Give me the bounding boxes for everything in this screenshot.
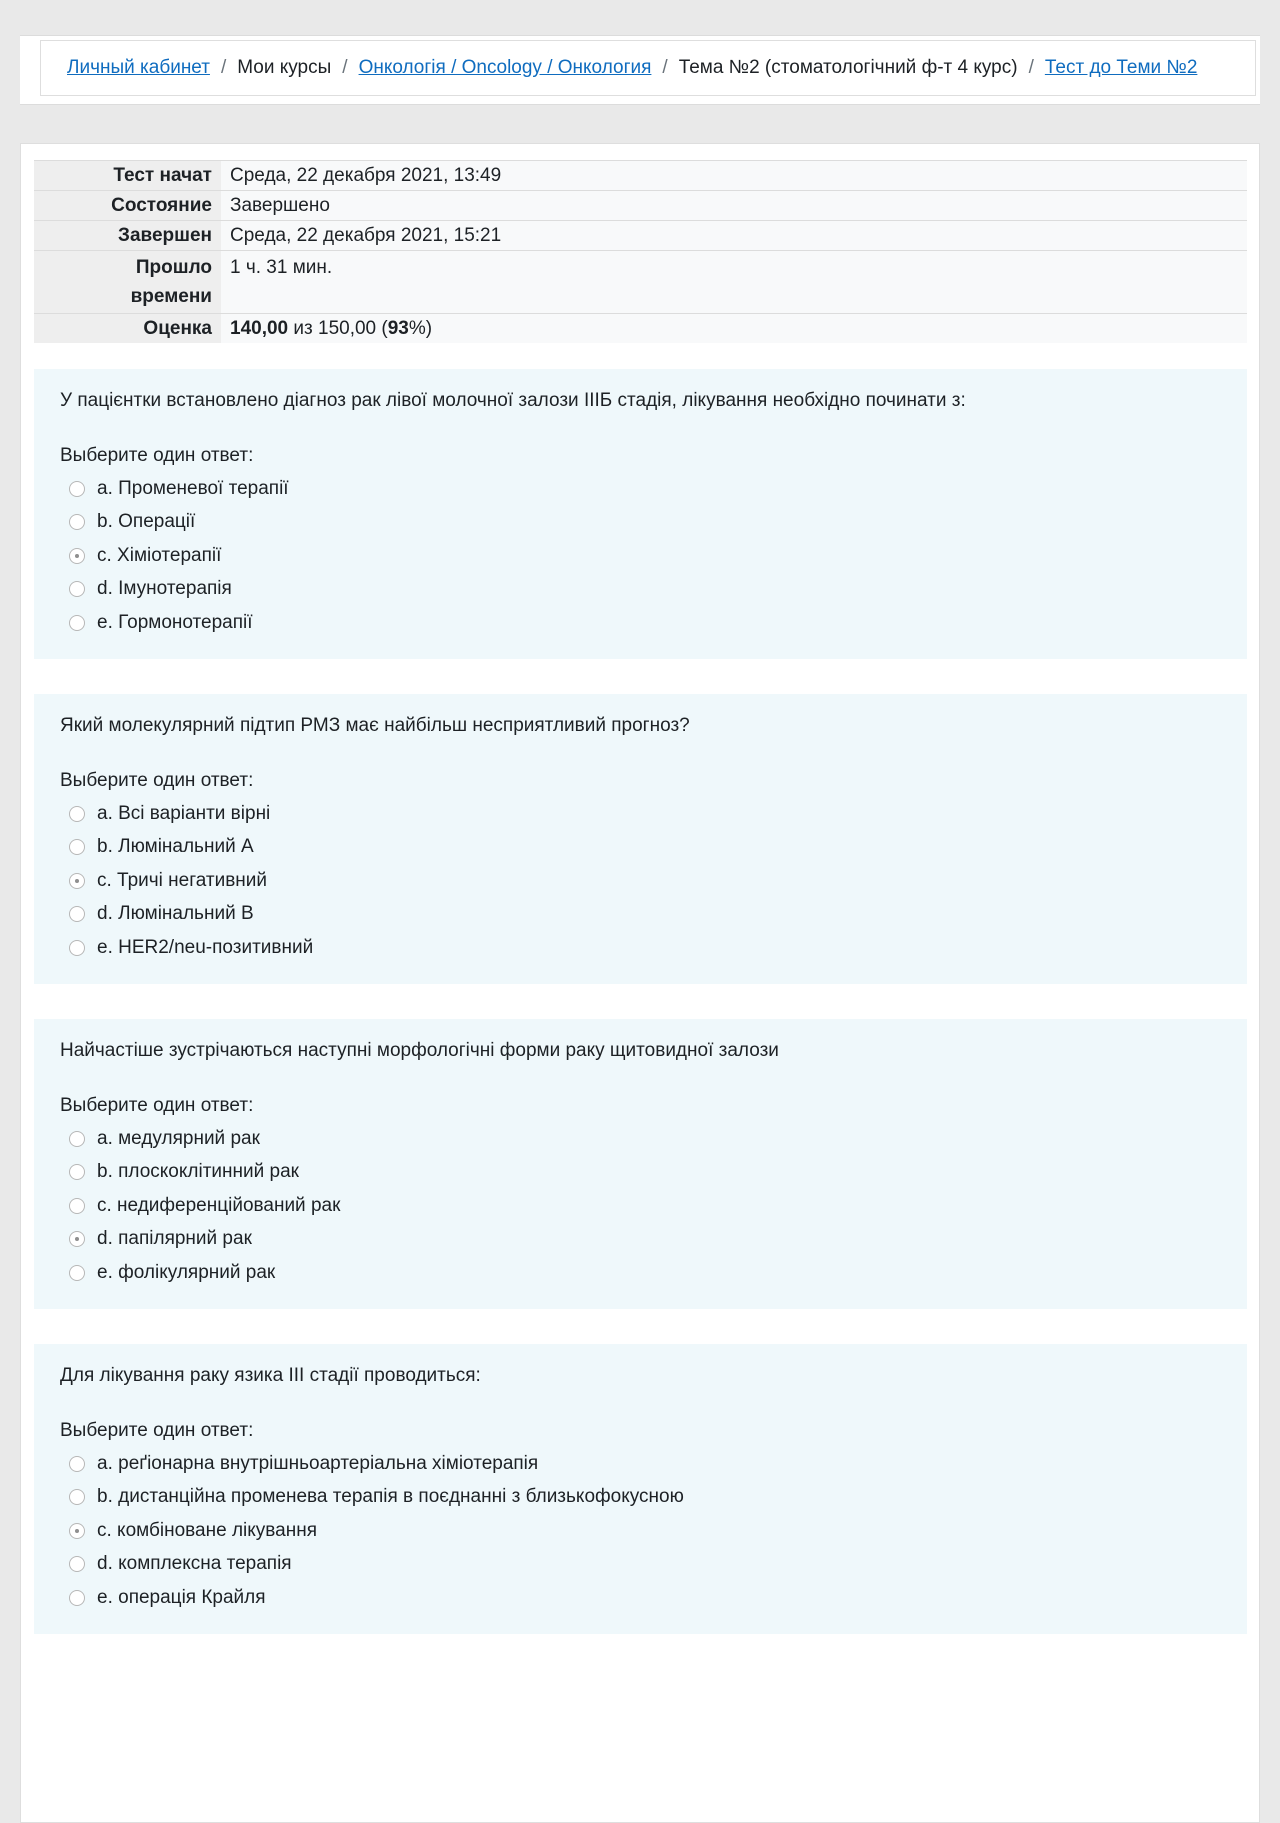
radio-empty-icon[interactable] <box>69 1590 85 1606</box>
breadcrumb-separator: / <box>662 57 668 78</box>
breadcrumb-bar <box>20 35 1260 105</box>
answer-label: b. Операції <box>97 511 196 533</box>
breadcrumb-link-course[interactable]: Онкологія / Oncology / Онкология <box>358 57 652 78</box>
radio-selected-icon[interactable] <box>69 548 85 564</box>
answer-label: b. Люмінальний А <box>97 836 254 858</box>
answer-label: e. операція Крайля <box>97 1586 266 1608</box>
radio-selected-icon[interactable] <box>69 1523 85 1539</box>
summary-row-state <box>34 191 1247 221</box>
answer-label: c. Хіміотерапії <box>97 544 222 566</box>
answer-option[interactable] <box>60 931 1247 965</box>
question-text: Який молекулярний підтип РМЗ має найбільш несприятливий прогноз? <box>60 715 690 736</box>
answer-option[interactable] <box>60 1189 1247 1223</box>
radio-empty-icon[interactable] <box>69 1489 85 1505</box>
answer-list <box>60 1122 1247 1290</box>
answer-label: b. плоскоклітинний рак <box>97 1161 299 1183</box>
answer-label: a. медулярний рак <box>97 1127 260 1149</box>
breadcrumb-item-my-courses: Мои курсы <box>237 57 332 78</box>
attempt-summary-table <box>34 160 1247 343</box>
answer-label: d. Люмінальний В <box>97 903 254 925</box>
answer-label: d. Імунотерапія <box>97 578 232 600</box>
radio-empty-icon[interactable] <box>69 481 85 497</box>
question-block <box>34 694 1247 984</box>
answer-option[interactable] <box>60 506 1247 540</box>
question-block <box>34 1344 1247 1634</box>
summary-label <box>34 251 221 314</box>
radio-empty-icon[interactable] <box>69 1198 85 1214</box>
grade-score: 140,00 <box>230 318 289 339</box>
question-text: У пацієнтки встановлено діагноз рак лівої молочної залози IIIБ стадія, лікування необхідно починати з: <box>60 390 966 411</box>
answer-label: d. комплексна терапія <box>97 1553 292 1575</box>
answer-prompt: Выберите один ответ: <box>60 445 254 466</box>
answer-label: a. Всі варіанти вірні <box>97 802 271 824</box>
summary-row-grade <box>34 314 1247 344</box>
breadcrumb-item-topic: Тема №2 (стоматологічний ф-т 4 курс) <box>678 57 1018 78</box>
answer-prompt: Выберите один ответ: <box>60 1095 254 1116</box>
summary-label-line: Прошло <box>135 257 212 278</box>
breadcrumb-link-dashboard[interactable]: Личный кабинет <box>67 57 210 78</box>
answer-option[interactable] <box>60 898 1247 932</box>
summary-label: Оценка <box>34 314 221 344</box>
radio-empty-icon[interactable] <box>69 581 85 597</box>
answer-list <box>60 1447 1247 1615</box>
answer-option[interactable] <box>60 472 1247 506</box>
answer-option[interactable] <box>60 539 1247 573</box>
radio-empty-icon[interactable] <box>69 1456 85 1472</box>
answer-option[interactable] <box>60 1122 1247 1156</box>
summary-label-line: времени <box>130 286 212 307</box>
summary-label: Завершен <box>34 221 221 251</box>
breadcrumb-separator: / <box>220 57 227 78</box>
answer-option[interactable] <box>60 797 1247 831</box>
answer-option[interactable] <box>60 1223 1247 1257</box>
answer-option[interactable] <box>60 606 1247 640</box>
answer-option[interactable] <box>60 1481 1247 1515</box>
summary-value: Завершено <box>221 191 1247 221</box>
answer-label: e. Гормонотерапії <box>97 611 253 633</box>
answer-label: e. HER2/neu-позитивний <box>97 936 314 958</box>
radio-empty-icon[interactable] <box>69 806 85 822</box>
summary-value: 1 ч. 31 мин. <box>221 251 1247 314</box>
answer-label: a. Променевої терапії <box>97 477 289 499</box>
radio-selected-icon[interactable] <box>69 1231 85 1247</box>
answer-label: a. реґіонарна внутрішньоартеріальна хіміотерапія <box>97 1452 539 1474</box>
answer-label: c. недиференційований рак <box>97 1194 341 1216</box>
question-text: Для лікування раку язика III стадії проводиться: <box>60 1365 481 1386</box>
answer-label: e. фолікулярний рак <box>97 1261 276 1283</box>
answer-option[interactable] <box>60 573 1247 607</box>
answer-label: c. комбіноване лікування <box>97 1519 318 1541</box>
answer-label: b. дистанційна променева терапія в поєднанні з близькофокусною <box>97 1486 684 1508</box>
breadcrumb-separator: / <box>342 57 348 78</box>
summary-row-started <box>34 161 1247 191</box>
question-text: Найчастіше зустрічаються наступні морфологічні форми раку щитовидної залози <box>60 1040 779 1061</box>
answer-option[interactable] <box>60 1447 1247 1481</box>
answer-option[interactable] <box>60 1548 1247 1582</box>
answer-prompt: Выберите один ответ: <box>60 1420 254 1441</box>
quiz-review-card <box>20 143 1260 1823</box>
question-block <box>34 369 1247 659</box>
radio-empty-icon[interactable] <box>69 514 85 530</box>
radio-empty-icon[interactable] <box>69 1556 85 1572</box>
answer-option[interactable] <box>60 831 1247 865</box>
radio-empty-icon[interactable] <box>69 1131 85 1147</box>
summary-value: Среда, 22 декабря 2021, 15:21 <box>221 221 1247 251</box>
answer-option[interactable] <box>60 1156 1247 1190</box>
grade-end: %) <box>408 318 433 339</box>
radio-empty-icon[interactable] <box>69 839 85 855</box>
answer-option[interactable] <box>60 1514 1247 1548</box>
summary-value <box>221 314 1247 344</box>
question-block <box>34 1019 1247 1309</box>
summary-value: Среда, 22 декабря 2021, 13:49 <box>221 161 1247 191</box>
radio-empty-icon[interactable] <box>69 906 85 922</box>
answer-prompt: Выберите один ответ: <box>60 770 254 791</box>
radio-empty-icon[interactable] <box>69 1164 85 1180</box>
radio-selected-icon[interactable] <box>69 873 85 889</box>
grade-of: из 150,00 ( <box>293 318 388 339</box>
breadcrumb <box>40 40 1256 96</box>
summary-row-completed <box>34 221 1247 251</box>
summary-label: Состояние <box>34 191 221 221</box>
radio-empty-icon[interactable] <box>69 940 85 956</box>
radio-empty-icon[interactable] <box>69 1265 85 1281</box>
grade-percent: 93 <box>387 318 409 339</box>
summary-row-elapsed <box>34 251 1247 314</box>
answer-list <box>60 797 1247 965</box>
answer-option[interactable] <box>60 1256 1247 1290</box>
radio-empty-icon[interactable] <box>69 615 85 631</box>
breadcrumb-link-quiz[interactable]: Тест до Теми №2 <box>1044 57 1198 78</box>
answer-label: c. Тричі негативний <box>97 869 268 891</box>
breadcrumb-separator: / <box>1028 57 1034 78</box>
summary-label: Тест начат <box>34 161 221 191</box>
answer-option[interactable] <box>60 864 1247 898</box>
answer-label: d. папілярний рак <box>97 1228 252 1250</box>
answer-option[interactable] <box>60 1581 1247 1615</box>
answer-list <box>60 472 1247 640</box>
